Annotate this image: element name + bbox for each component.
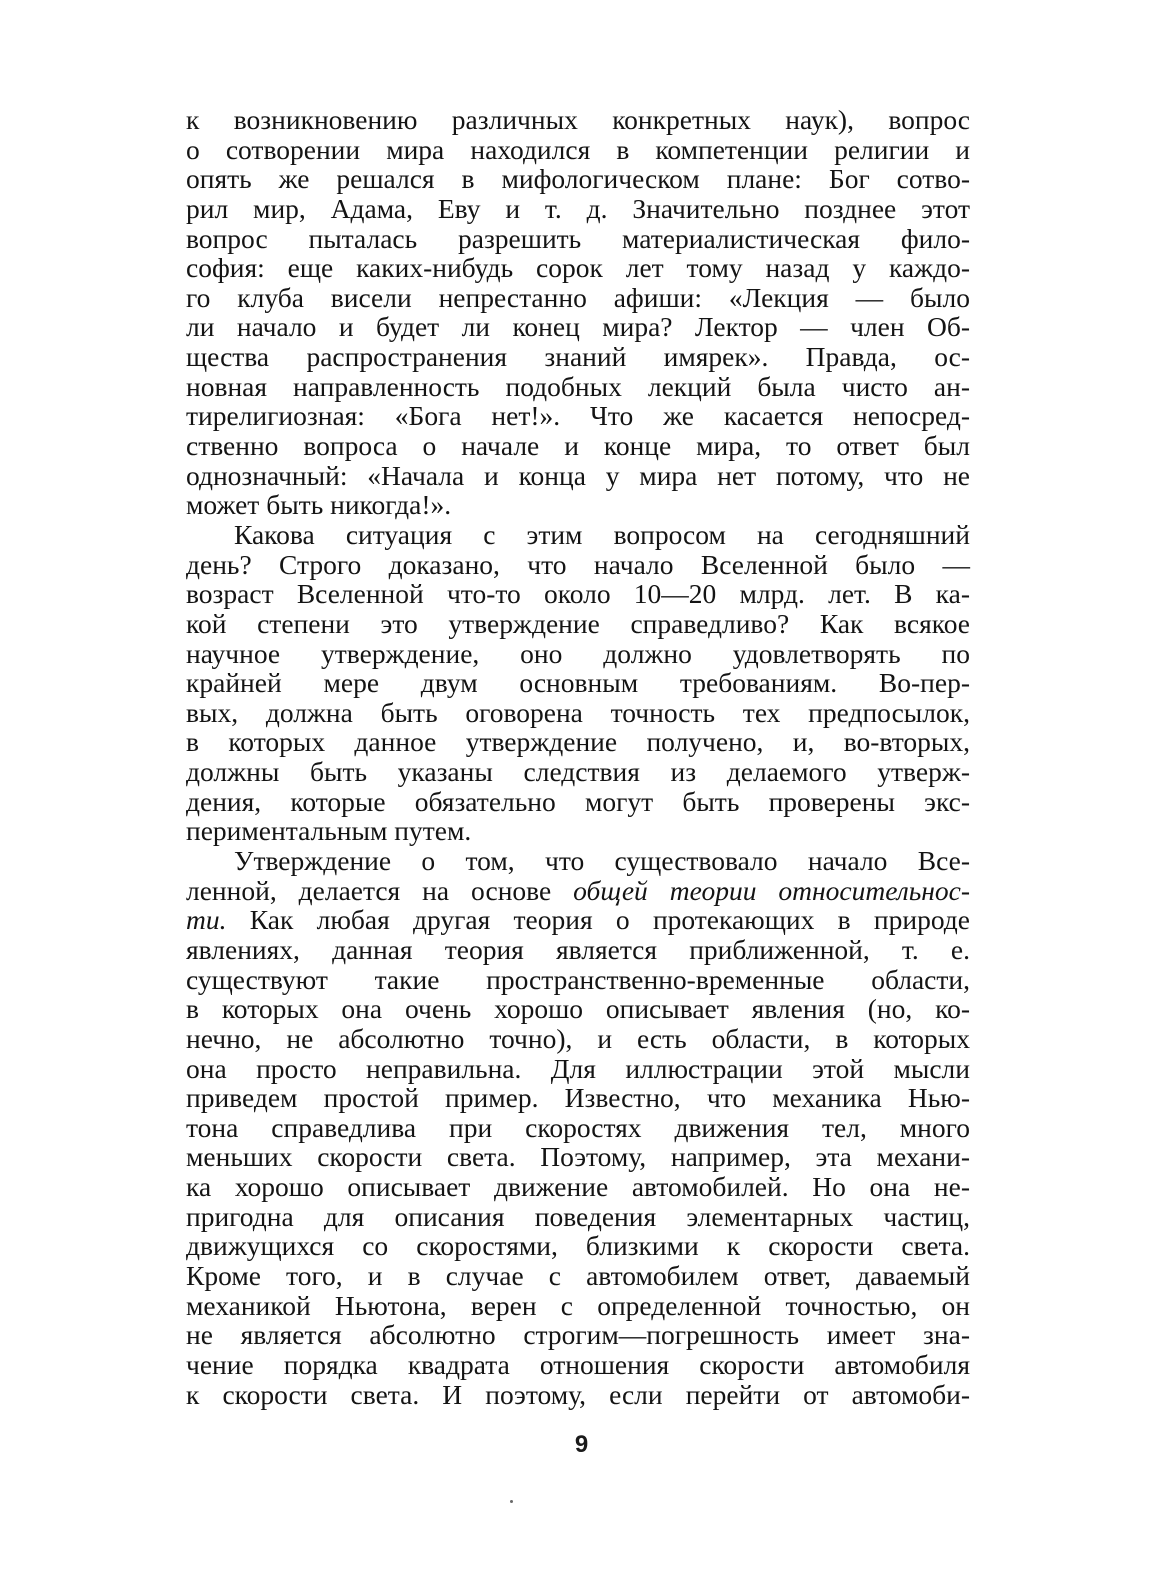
text-line: к возникновению различных конкретных наук), вопрос <box>186 104 970 135</box>
text-line: в которых данное утверждение получено, и, во-вторых, <box>186 726 970 758</box>
text-line: кой степени это утверждение справедливо? Как всякое <box>186 607 970 639</box>
text-segment: Как любая другая теория о протекающих в природе <box>226 904 970 936</box>
text-line: механикой Ньютона, верен с определенной точностью, он <box>186 1289 970 1321</box>
text-line: нечно, не абсолютно точно), и есть области, в которых <box>186 1022 970 1054</box>
text-line: дения, которые обязательно могут быть проверены экс- <box>186 785 970 817</box>
text-line: опять же решался в мифологическом плане: Бог сотво- <box>186 163 970 195</box>
text-line: возраст Вселенной что-то около 10—20 млрд. лет. В ка- <box>186 578 970 610</box>
text-line: щества распространения знаний имярек». Правда, ос- <box>186 341 970 373</box>
paragraph-start-line: Какова ситуация с этим вопросом на сегодняшний <box>234 518 970 550</box>
page-number: 9 <box>574 1431 589 1458</box>
text-line: к скорости света. И поэтому, если перейти от автомоби- <box>186 1378 970 1410</box>
text-line: тона справедлива при скоростях движения тел, много <box>186 1111 970 1143</box>
text-line: в которых она очень хорошо описывает явления (но, ко- <box>186 993 970 1025</box>
text-line: Кроме того, и в случае с автомобилем ответ, даваемый <box>186 1259 970 1291</box>
text-line: ка хорошо описывает движение автомобилей. Но она не- <box>186 1171 970 1203</box>
italic-term: ти. <box>186 904 227 936</box>
text-line: тирелигиозная: «Бога нет!». Что же касается непосред- <box>186 400 970 432</box>
text-line: существуют такие пространственно-временные области, <box>186 963 970 995</box>
text-segment: ленной, делается на основе <box>186 874 574 906</box>
text-line: чение порядка квадрата отношения скорости автомобиля <box>186 1348 970 1380</box>
text-line: может быть никогда!». <box>186 489 452 521</box>
text-line: меньших скорости света. Поэтому, например, эта механи- <box>186 1141 970 1173</box>
text-line: пригодна для описания поведения элементарных частиц, <box>186 1200 970 1232</box>
text-line: го клуба висели непрестанно афиши: «Лекция — было <box>186 281 970 313</box>
text-line: рил мир, Адама, Еву и т. д. Значительно позднее этот <box>186 192 970 224</box>
text-line: вопрос пыталась разрешить материалистическая фило- <box>186 222 970 254</box>
text-line: периментальным путем. <box>186 815 472 847</box>
scan-speck <box>510 1500 513 1503</box>
text-line: она просто неправильна. Для иллюстрации этой мысли <box>186 1052 970 1084</box>
text-line: крайней мере двум основным требованиям. Во-пер- <box>186 667 970 699</box>
text-line: вых, должна быть оговорена точность тех предпосылок, <box>186 696 970 728</box>
text-line: однозначный: «Начала и конца у мира нет потому, что не <box>186 459 970 491</box>
text-line: должны быть указаны следствия из делаемого утверж- <box>186 756 970 788</box>
text-line: явлениях, данная теория является приближенной, т. е. <box>186 933 970 965</box>
text-line: софия: еще каких-нибудь сорок лет тому назад у каждо- <box>186 252 970 284</box>
text-line: приведем простой пример. Известно, что механика Нью- <box>186 1082 970 1114</box>
text-line: движущихся со скоростями, близкими к скорости света. <box>186 1230 970 1262</box>
text-line: день? Строго доказано, что начало Вселенной было — <box>186 548 970 580</box>
text-line-with-italic <box>186 876 970 906</box>
text-line: ственно вопроса о начале и конце мира, то ответ был <box>186 430 970 462</box>
text-line: ли начало и будет ли конец мира? Лектор — член Об- <box>186 311 970 343</box>
text-line-with-italic <box>186 905 970 935</box>
body-text <box>186 105 970 1409</box>
italic-term: общей теории относительнос- <box>573 874 970 906</box>
text-line: не является абсолютно строгим—погрешность имеет зна- <box>186 1319 970 1351</box>
text-line: научное утверждение, оно должно удовлетворять по <box>186 637 970 669</box>
text-line: о сотворении мира находился в компетенции религии и <box>186 133 970 165</box>
paragraph-start-line: Утверждение о том, что существовало начало Все- <box>234 845 970 877</box>
text-line: новная направленность подобных лекций была чисто ан- <box>186 370 970 402</box>
